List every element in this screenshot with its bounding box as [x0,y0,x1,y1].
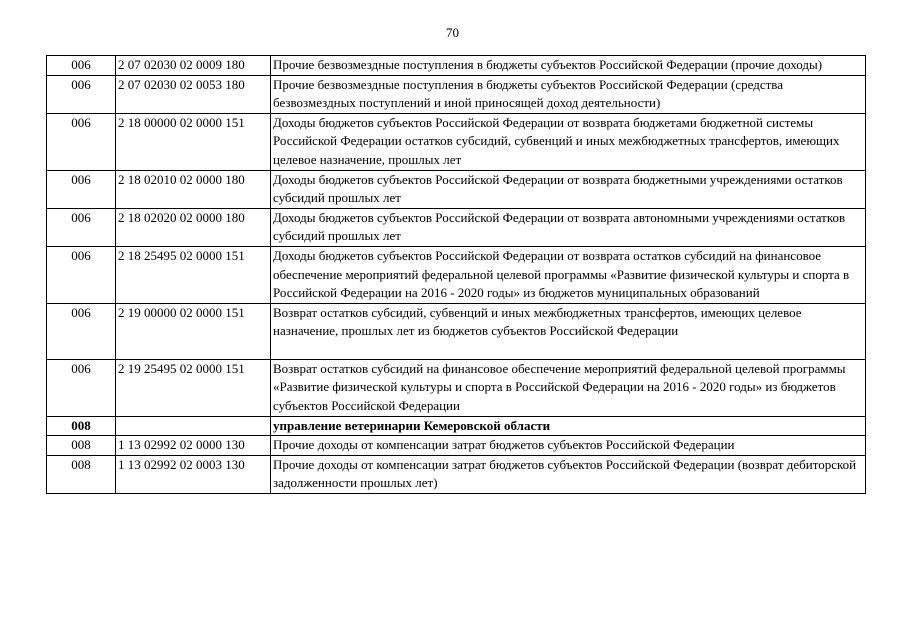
admin-code-cell: 008 [47,455,116,493]
budget-code-cell: 2 18 00000 02 0000 151 [116,113,271,170]
table-row [47,75,866,113]
table-row [47,56,866,76]
admin-code-cell: 006 [47,208,116,246]
revenue-name-cell: Прочие доходы от компенсации затрат бюджетов субъектов Российской Федерации (возврат дебиторской задолженности прошлых лет) [271,455,866,493]
table-row [47,359,866,416]
revenue-codes-table [46,55,866,494]
admin-code-cell: 006 [47,303,116,359]
revenue-name-cell: Доходы бюджетов субъектов Российской Федерации от возврата бюджетными учреждениями остатков субсидий прошлых лет [271,170,866,208]
revenue-name-cell: Доходы бюджетов субъектов Российской Федерации от возврата автономными учреждениями остатков субсидий прошлых лет [271,208,866,246]
table-row [47,246,866,303]
admin-code-cell: 006 [47,56,116,76]
page-number: 70 [446,25,459,40]
administrator-name-cell: управление ветеринарии Кемеровской области [271,416,866,436]
table-row [47,303,866,359]
admin-code-cell: 008 [47,416,116,436]
revenue-name-cell: Возврат остатков субсидий, субвенций и иных межбюджетных трансфертов, имеющих целевое назначение, прошлых лет из бюджетов субъектов Российской Федерации [271,303,866,359]
table-row [47,436,866,456]
table-row [47,113,866,170]
budget-code-cell: 1 13 02992 02 0003 130 [116,455,271,493]
section-header-row [47,416,866,436]
admin-code-cell: 006 [47,359,116,416]
table-row [47,170,866,208]
revenue-name-cell: Возврат остатков субсидий на финансовое обеспечение мероприятий федеральной целевой программы «Развитие физической культуры и спорта в Российской Федерации на 2016 - 2020 годы» из бюджетов субъектов Российской Федерации [271,359,866,416]
budget-code-cell: 2 18 02010 02 0000 180 [116,170,271,208]
admin-code-cell: 006 [47,113,116,170]
revenue-name-cell: Доходы бюджетов субъектов Российской Федерации от возврата бюджетами бюджетной системы Российской Федерации остатков субсидий, субвенций и иных межбюджетных трансфертов, имеющих целевое назначение, прошлых лет [271,113,866,170]
budget-code-cell: 2 19 00000 02 0000 151 [116,303,271,359]
table-row [47,208,866,246]
budget-code-cell: 2 19 25495 02 0000 151 [116,359,271,416]
admin-code-cell: 006 [47,170,116,208]
revenue-name-cell: Прочие безвозмездные поступления в бюджеты субъектов Российской Федерации (средства безвозмездных поступлений и иной приносящей доход деятельности) [271,75,866,113]
admin-code-cell: 006 [47,246,116,303]
budget-code-cell: 1 13 02992 02 0000 130 [116,436,271,456]
budget-code-cell: 2 18 25495 02 0000 151 [116,246,271,303]
budget-code-cell: 2 07 02030 02 0009 180 [116,56,271,76]
admin-code-cell: 006 [47,75,116,113]
revenue-name-cell: Доходы бюджетов субъектов Российской Федерации от возврата остатков субсидий на финансовое обеспечение мероприятий федеральной целевой программы «Развитие физической культуры и спорта в Российской Федерации на 2016 - 2020 годы» из бюджетов муниципальных образований [271,246,866,303]
budget-code-cell [116,416,271,436]
table-row [47,455,866,493]
revenue-name-cell: Прочие доходы от компенсации затрат бюджетов субъектов Российской Федерации [271,436,866,456]
admin-code-cell: 008 [47,436,116,456]
budget-code-cell: 2 18 02020 02 0000 180 [116,208,271,246]
revenue-name-cell: Прочие безвозмездные поступления в бюджеты субъектов Российской Федерации (прочие доходы) [271,56,866,76]
budget-code-cell: 2 07 02030 02 0053 180 [116,75,271,113]
